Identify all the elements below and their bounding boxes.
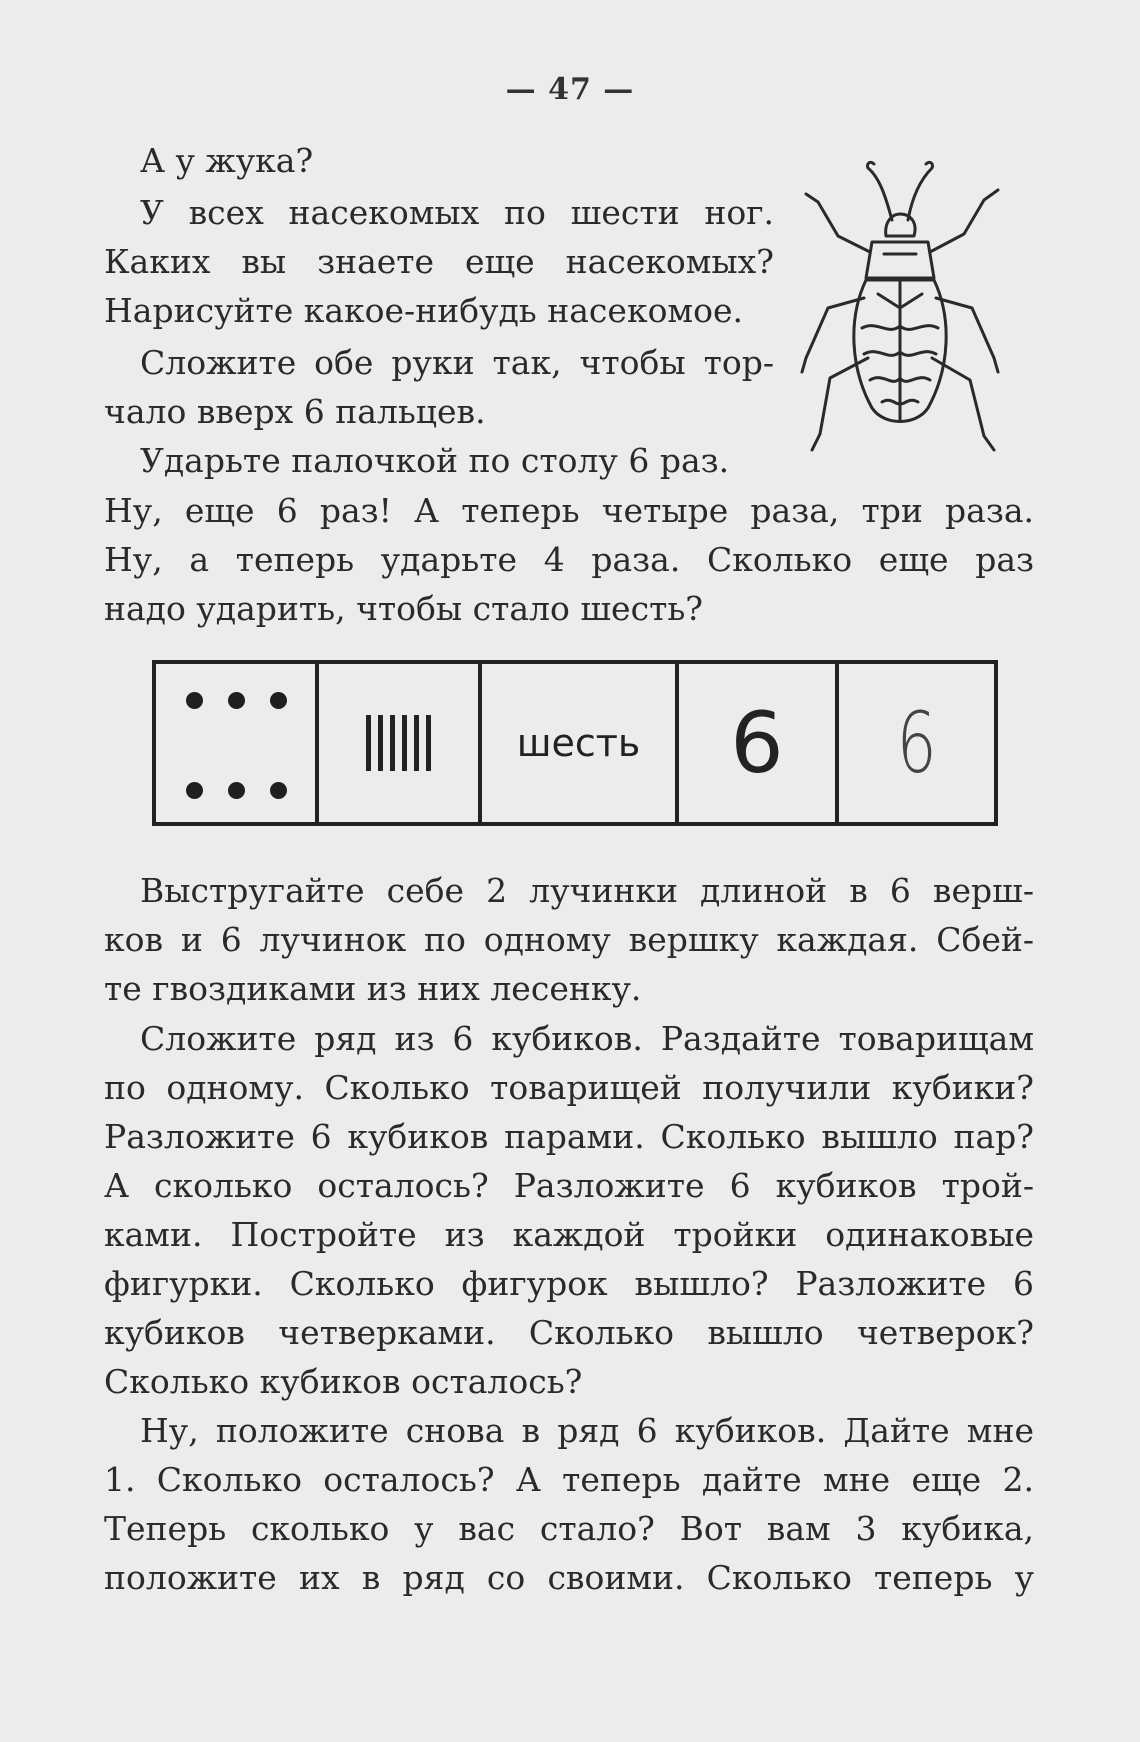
page-number: — 47 —: [505, 72, 635, 107]
dot: [228, 782, 245, 799]
text-line: положите их в ряд со своими. Сколько теперь у: [104, 1558, 1034, 1597]
text-line: Сколько кубиков осталось?: [104, 1362, 583, 1401]
tally-cell: [319, 664, 482, 822]
paragraph-fingers: [104, 338, 774, 436]
text-line: надо ударить, чтобы стало шесть?: [104, 589, 703, 628]
paragraph-beetle-question: [104, 136, 774, 185]
paragraph-give-cubes: [104, 1406, 1034, 1602]
text-line: те гвоздиками из них лесенку.: [104, 969, 642, 1008]
script-digit-cell: [839, 664, 994, 822]
text-line: Теперь сколько у вас стало? Вот вам 3 кубика,: [104, 1509, 1034, 1548]
tally-mark: [390, 715, 395, 771]
text-line: кубиков четверками. Сколько вышло четверок?: [104, 1313, 1034, 1352]
text-line: Выстругайте себе 2 лучинки длиной в 6 верш-: [140, 871, 1034, 910]
text-line: Сложите обе руки так, чтобы тор-: [140, 343, 774, 382]
text-line: по одному. Сколько товарищей получили кубики?: [104, 1068, 1034, 1107]
text-line: фигурки. Сколько фигурок вышло? Разложите 6: [104, 1264, 1034, 1303]
number-digit-script: 6: [896, 694, 937, 792]
paragraph-strike-continued: [104, 486, 1034, 633]
tally-mark: [426, 715, 431, 771]
text-line: Сложите ряд из 6 кубиков. Раздайте товарищам: [140, 1019, 1034, 1058]
dots-cell: [156, 664, 319, 822]
tally-mark: [414, 715, 419, 771]
paragraph-cubes-row: [104, 1014, 1034, 1406]
tally-mark: [378, 715, 383, 771]
text-line: Нарисуйте какое-нибудь насекомое.: [104, 291, 743, 330]
tally-mark: [366, 715, 371, 771]
text-line: Ну, а теперь ударьте 4 раза. Сколько еще раз: [104, 540, 1034, 579]
dot: [186, 782, 203, 799]
word-cell: [482, 664, 679, 822]
text-line: ков и 6 лучинок по одному вершку каждая. Сбей-: [104, 920, 1034, 959]
text-line: А сколько осталось? Разложите 6 кубиков трой-: [104, 1166, 1034, 1205]
text-line: А у жука?: [140, 141, 314, 180]
text-line: чало вверх 6 пальцев.: [104, 392, 486, 431]
text-line: Ну, еще 6 раз! А теперь четыре раза, три раза.: [104, 491, 1034, 530]
dot: [270, 782, 287, 799]
paragraph-strike-stick: [104, 436, 774, 485]
paragraph-ladder: [104, 866, 1034, 1013]
dot: [270, 692, 287, 709]
text-line: У всех насекомых по шести ног.: [140, 193, 774, 232]
number-word: шесть: [516, 721, 641, 765]
number-six-table: [152, 660, 998, 826]
text-line: ками. Постройте из каждой тройки одинаковые: [104, 1215, 1034, 1254]
text-line: 1. Сколько осталось? А теперь дайте мне еще 2.: [104, 1460, 1034, 1499]
paragraph-insects: [104, 188, 774, 335]
print-digit-cell: [679, 664, 839, 822]
tally-marks: [366, 715, 431, 771]
text-line: Ну, положите снова в ряд 6 кубиков. Дайте мне: [140, 1411, 1034, 1450]
text-line: Ударьте палочкой по столу 6 раз.: [140, 441, 730, 480]
text-line: Разложите 6 кубиков парами. Сколько вышло пар?: [104, 1117, 1034, 1156]
dot: [186, 692, 203, 709]
tally-mark: [402, 715, 407, 771]
number-digit-print: 6: [730, 694, 784, 792]
dot: [228, 692, 245, 709]
text-line: Каких вы знаете еще насекомых?: [104, 242, 774, 281]
beetle-illustration: [788, 158, 1028, 478]
